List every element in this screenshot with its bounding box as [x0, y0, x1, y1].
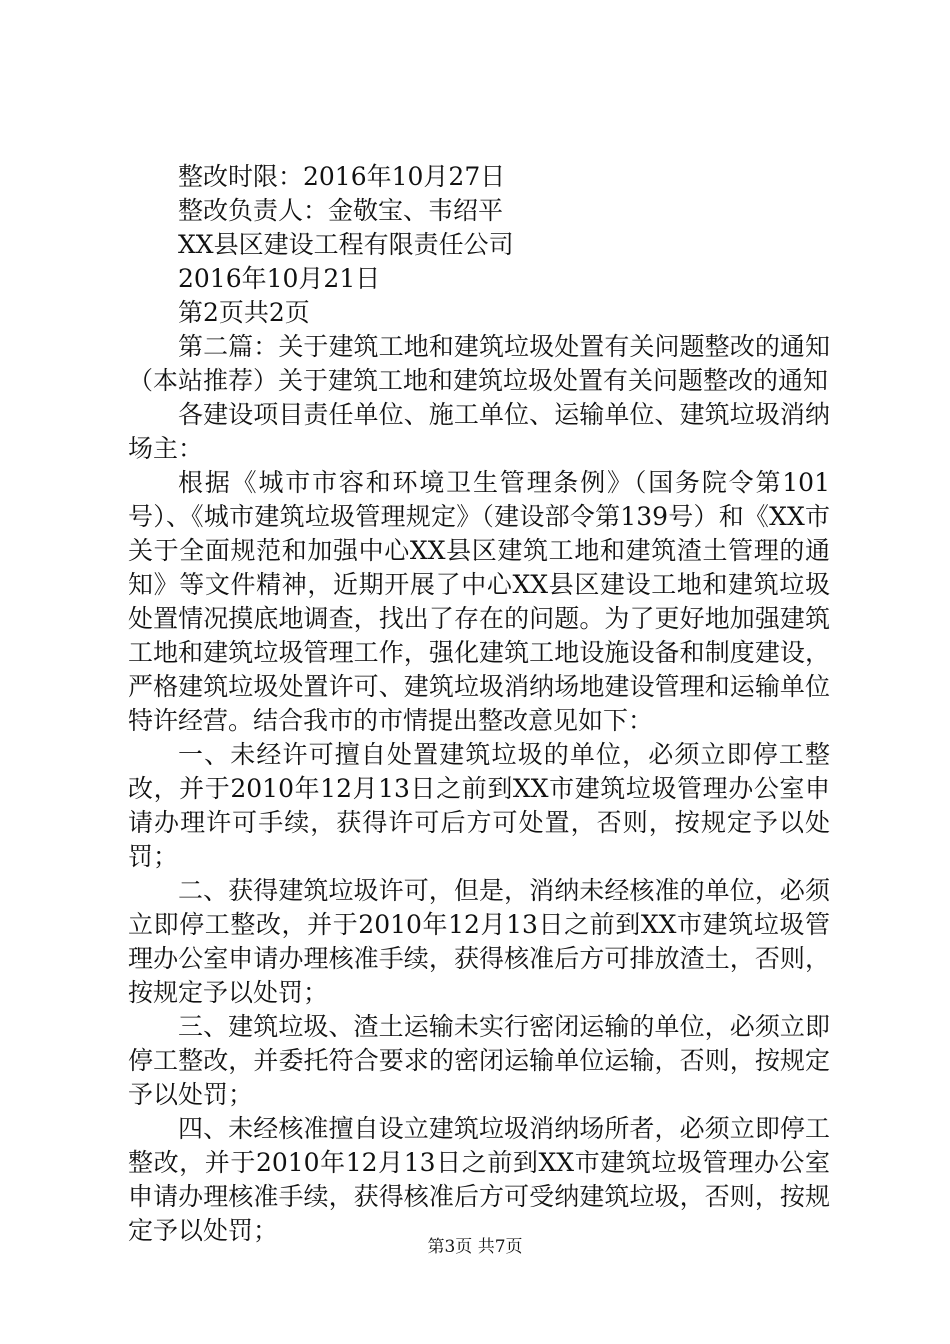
addressee-paragraph: 各建设项目责任单位、施工单位、运输单位、建筑垃圾消纳场主： — [128, 400, 830, 463]
company-name: XX县区建设工程有限责任公司 — [178, 230, 514, 259]
basis-paragraph: 根据《城市市容和环境卫生管理条例》（国务院令第101号）、《城市建筑垃圾管理规定》（建设部令第139号）和《XX市关于全面规范和加强中心XX县区建筑工地和建筑渣土管理的通知》等文件精神，近期开展了中心XX县区建设工地和建筑垃圾处置情况摸底地调查，找出了存在的问题。为了更好地加强建筑工地和建筑垃圾管理工作，强化建筑工地设施设备和制度建设，严格建筑垃圾处置许可、建筑垃圾消纳场地建设管理和运输单位特许经营。结合我市的市情提出整改意见如下： — [128, 468, 830, 735]
item-two-paragraph: 二、获得建筑垃圾许可，但是，消纳未经核准的单位，必须立即停工整改，并于2010年12月13日之前到XX市建筑垃圾管理办公室申请办理核准手续，获得核准后方可排放渣土，否则，按规定予以处罚； — [128, 876, 830, 1007]
item-four-paragraph: 四、未经核准擅自设立建筑垃圾消纳场所者，必须立即停工整改，并于2010年12月13日之前到XX市建筑垃圾管理办公室申请办理核准手续，获得核准后方可受纳建筑垃圾，否则，按规定予以处罚； — [128, 1114, 830, 1245]
issue-date: 2016年10月21日 — [178, 264, 381, 293]
inner-page-number: 第2页共2页 — [178, 298, 310, 327]
item-three-paragraph: 三、建筑垃圾、渣土运输未实行密闭运输的单位，必须立即停工整改，并委托符合要求的密闭运输单位运输，否则，按规定予以处罚； — [128, 1012, 830, 1109]
page-footer: 第3页 共7页 — [427, 1237, 523, 1257]
item-one-paragraph: 一、未经许可擅自处置建筑垃圾的单位，必须立即停工整改，并于2010年12月13日之前到XX市建筑垃圾管理办公室申请办理许可手续，获得许可后方可处置，否则，按规定予以处罚； — [128, 740, 830, 871]
document-body — [128, 160, 830, 1248]
rectification-deadline: 整改时限：2016年10月27日 — [178, 162, 506, 191]
rectification-owner: 整改负责人：金敬宝、韦绍平 — [178, 196, 504, 225]
section-heading: 第二篇：关于建筑工地和建筑垃圾处置有关问题整改的通知（本站推荐）关于建筑工地和建筑垃圾处置有关问题整改的通知 — [128, 332, 830, 395]
